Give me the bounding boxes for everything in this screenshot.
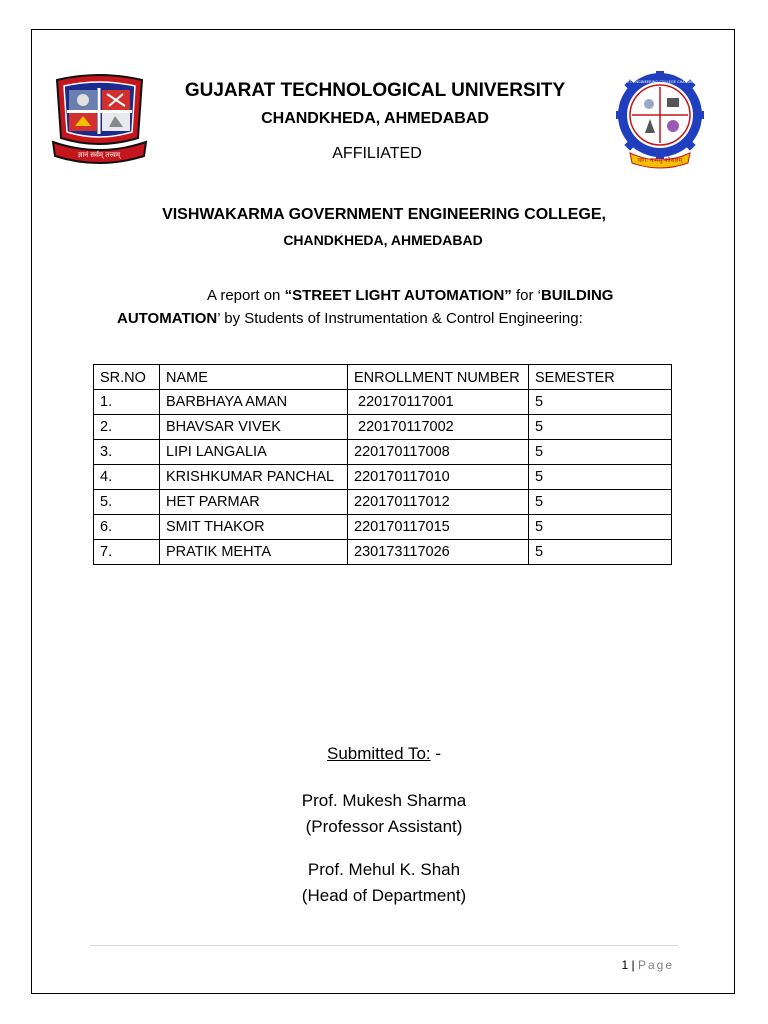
table-row: 1. BARBHAYA AMAN 220170117001 5 <box>94 390 672 415</box>
table-row: 6. SMIT THAKOR 220170117015 5 <box>94 515 672 540</box>
svg-text:ज्ञानं सर्वम् तत्त्वम्: ज्ञानं सर्वम् तत्त्वम् <box>77 151 121 159</box>
svg-text:योग: कर्मसु कौशलम्: योग: कर्मसु कौशलम् <box>637 157 683 164</box>
report-intro: A report on “STREET LIGHT AUTOMATION” for ‘BUILDING AUTOMATION’ by Students of Instrumentation & Control Engineering: <box>117 287 614 327</box>
header-semester: SEMESTER <box>529 365 672 390</box>
header-enrollment: ENROLLMENT NUMBER <box>348 365 529 390</box>
professor-2 <box>0 857 768 909</box>
page-number: 1 <box>621 958 629 972</box>
svg-text:VISHWAKARMA GOVT. ENGINEERING: VISHWAKARMA GOVT. ENGINEERING COLLEGE CHANDKHEDA AHMEDABAD <box>592 80 728 84</box>
professor-1-name: Prof. Mukesh Sharma <box>301 791 467 810</box>
table-row: 4. KRISHKUMAR PANCHAL 220170117010 5 <box>94 465 672 490</box>
students-table <box>93 364 672 565</box>
professor-1-role: (Professor Assistant) <box>305 817 463 836</box>
footer-divider <box>90 945 678 946</box>
professor-1 <box>0 788 768 840</box>
table-row: 5. HET PARMAR 220170117012 5 <box>94 490 672 515</box>
header-srno: SR.NO <box>94 365 160 390</box>
professor-2-role: (Head of Department) <box>301 886 467 905</box>
university-name: GUJARAT TECHNOLOGICAL UNIVERSITY <box>184 80 566 101</box>
university-city: CHANDKHEDA, AHMEDABAD <box>261 110 489 127</box>
table-row: 7. PRATIK MEHTA 230173117026 5 <box>94 540 672 565</box>
table-header-row <box>94 365 672 390</box>
page-footer: 1 | Page <box>621 958 674 972</box>
submitted-to: Submitted To: - <box>326 744 442 763</box>
table-row: 3. LIPI LANGALIA 220170117008 5 <box>94 440 672 465</box>
header-name: NAME <box>160 365 348 390</box>
professor-2-name: Prof. Mehul K. Shah <box>307 860 461 879</box>
table-row: 2. BHAVSAR VIVEK 220170117002 5 <box>94 415 672 440</box>
college-city: CHANDKHEDA, AHMEDABAD <box>283 232 483 248</box>
project-title: “STREET LIGHT AUTOMATION” <box>284 287 512 304</box>
affiliated-label: AFFILIATED <box>332 145 422 162</box>
college-name: VISHWAKARMA GOVERNMENT ENGINEERING COLLEGE, <box>162 206 606 223</box>
